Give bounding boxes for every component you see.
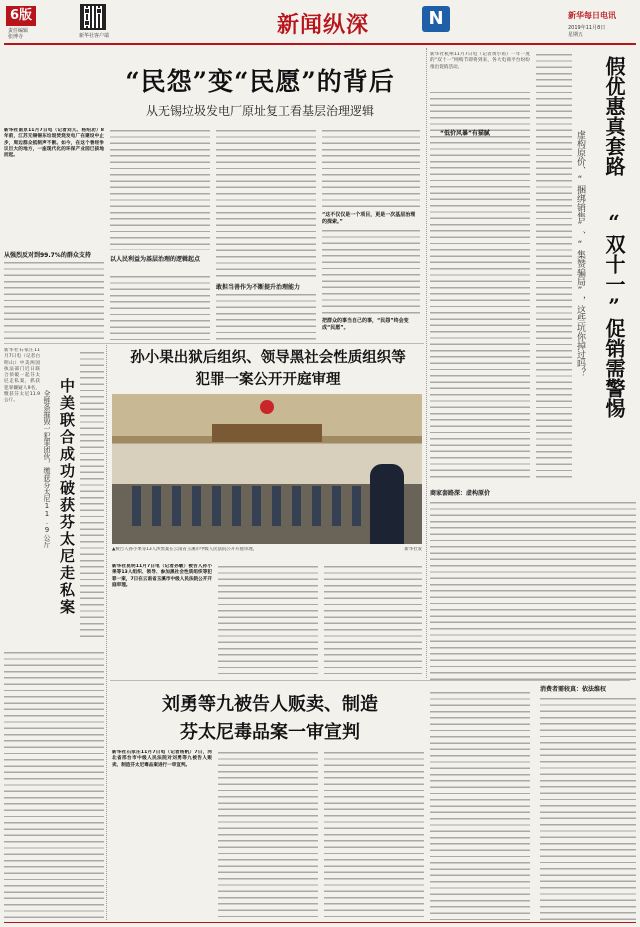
editor-name: 张博寺 <box>8 34 24 40</box>
commentary-subhead-1: “低价风暴”有猫腻 <box>440 130 490 137</box>
main-emphasis-1: “这不仅仅是一个项目，更是一次基层治理的探索。” <box>322 212 416 225</box>
commentary-col-end <box>540 696 636 920</box>
qr-code[interactable] <box>80 4 106 30</box>
defendant-rows <box>132 486 402 526</box>
side-story-body <box>4 650 104 920</box>
main-subhead-2: 以人民利益为基层治理的逻辑起点 <box>110 256 201 263</box>
commentary-col-2 <box>536 52 572 482</box>
court-emblem <box>260 400 274 414</box>
courtroom-photo <box>112 394 422 544</box>
footer-rule <box>4 922 636 923</box>
page-number-badge <box>6 6 36 26</box>
section-title: 新闻纵深 <box>276 12 369 38</box>
photo-credit: 新华社发 <box>404 547 422 552</box>
trial-body-2 <box>218 564 318 674</box>
commentary-subhead-2: 商家套路深：虚构原价 <box>430 490 491 497</box>
commentary-col-wide <box>430 500 636 680</box>
drug-headline-1: 刘勇等九被告人贩卖、制造 <box>162 694 378 715</box>
brand-name: 新华每日电讯 <box>568 11 616 20</box>
main-col-3-body <box>216 128 316 278</box>
drug-lead: 新华社石家庄11月7日电（记者杨帆）7日，河北省邢台市中级人民法院对刘勇等九被告人贩卖、制造芬太尼毒品案进行一审宣判。 <box>112 750 212 768</box>
side-story-deck: 全链条摧毁一犯罪团伙，缴获芬太尼11.9公斤 <box>43 390 51 548</box>
editor-label: 责任编辑 <box>8 28 29 34</box>
editor-info <box>8 28 40 40</box>
body-text <box>19 153 104 158</box>
main-subhead-1: 从强烈反对到99.7%的群众支持 <box>4 252 91 259</box>
main-subhead-3: 敢担当善作为不断提升治理能力 <box>216 284 301 291</box>
commentary-col-1-b <box>430 140 530 480</box>
drug-body-3 <box>324 750 424 920</box>
trial-lead: 新华社昆明11月7日电（记者孙敏）被告人孙小果等13人组织、领导、参加黑社会性质组织等犯罪一案，7日在云南省玉溪市中级人民法院公开开庭审理。 <box>112 564 212 588</box>
trial-headline-2: 犯罪一案公开开庭审理 <box>195 371 341 388</box>
main-col-2-body-b <box>110 274 210 340</box>
commentary-lead: 新华社杭州11月7日电（记者黄小希）一年一度的“双十一”网购节即将到来，各大电商平台纷纷推出促销活动。 <box>430 52 530 92</box>
officer-figure <box>370 464 404 544</box>
section-divider <box>4 343 424 344</box>
commentary-deck: 虚构原价、“捆绑销售”、“集赞骗局”，这些坑你掉过吗？ <box>575 130 585 377</box>
page-number: 6版 <box>9 8 33 23</box>
right-divider <box>426 48 427 678</box>
commentary-subhead-3: 消费者需较真：依法维权 <box>540 686 607 693</box>
commentary-title-1: 假优惠真套路 <box>602 56 626 176</box>
drug-body-2 <box>218 750 318 920</box>
issue-date: 2019年11月8日 <box>568 25 606 31</box>
issue-weekday: 星期五 <box>568 32 584 38</box>
main-col-1-body <box>4 260 104 340</box>
side-story-title: 中美联合成功破获芬太尼走私案 <box>58 378 76 616</box>
trial-body-3 <box>324 564 422 674</box>
main-headline: “民怨”变“民愿”的背后 <box>125 67 395 96</box>
main-lead: 新华社南京11月7日电（记者刘亢、杨绍功）8年前，江苏无锡锡东垃圾焚烧发电厂在建设中止步，周边群众抵制声不断。如今，在这个曾经争议巨大的地方，一座现代化的环保产业园已拔地而起。 <box>4 128 104 248</box>
court-bench <box>212 424 322 442</box>
main-col-3-body-b <box>216 292 316 340</box>
header-rule <box>4 43 636 45</box>
drug-divider <box>110 680 630 681</box>
page-header <box>0 0 640 44</box>
qr-label: 新华社客户端 <box>78 33 109 39</box>
trial-headline-1: 孙小果出狱后组织、领导黑社会性质组织等 <box>130 349 406 366</box>
drug-body-4 <box>430 690 530 920</box>
side-story-body-b <box>80 350 104 640</box>
commentary-title-2: “双十一”促销需警惕 <box>602 210 626 418</box>
main-subheadline: 从无锡垃圾发电厂原址复工看基层治理逻辑 <box>145 104 374 118</box>
photo-caption: ▲被告人孙小果等13人涉黑案在云南省玉溪市中级人民法院公开开庭审理。 新华社发 <box>112 547 422 552</box>
brand-logo-letter: N <box>428 8 444 29</box>
main-col-4-body <box>322 128 420 208</box>
main-emphasis-2: 把群众的事当自己的事，“民怨”终会变成“民愿”。 <box>322 318 409 331</box>
drug-headline-2: 芬太尼毒品案一审宣判 <box>180 722 360 743</box>
column-divider <box>106 345 107 920</box>
main-col-4-body-b <box>322 228 420 314</box>
main-col-2-body <box>110 128 210 250</box>
side-story-lead: 新华社石家庄11月7日电（记者白明山）中美两国执法部门近日联合侦破一起芬太尼走私案，抓获犯罪嫌疑人9名，缴获芬太尼11.9公斤。 <box>4 348 40 404</box>
brand-logo <box>422 6 450 32</box>
